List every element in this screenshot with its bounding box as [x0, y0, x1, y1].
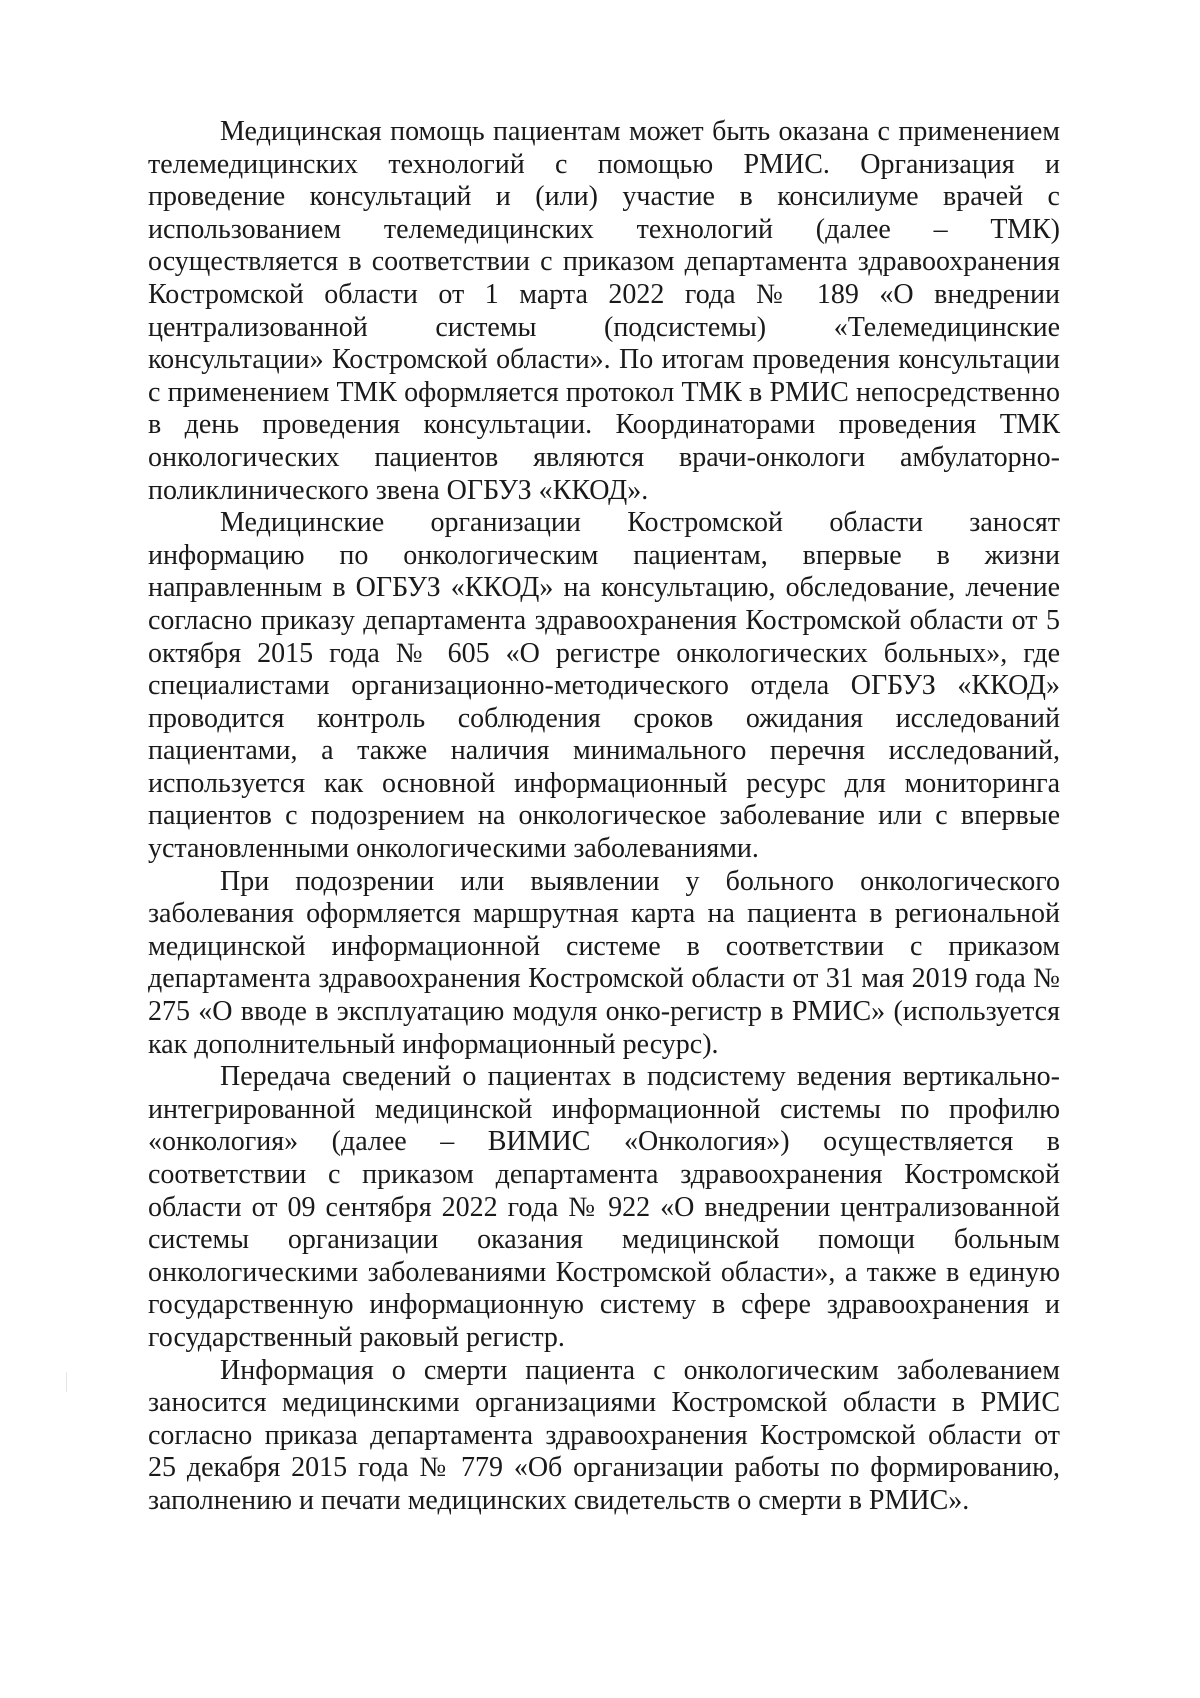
- scan-margin-mark: [66, 1372, 67, 1392]
- document-body: [148, 116, 1060, 1518]
- paragraph-vimis-transfer: Передача сведений о пациентах в подсистему ведения вертикально-интегрированной медицинской информационной системы по профилю «онкология» (далее – ВИМИС «Онкология») осуществляется в соответствии с приказом департамента здравоохранения Костромской области от 09 сентября 2022 года № 922 «О внедрении централизованной системы организации оказания медицинской помощи больным онкологическими заболеваниями Костромской области», а также в единую государственную информационную систему в сфере здравоохранения и государственный раковый регистр.: [148, 1061, 1060, 1353]
- paragraph-route-map: При подозрении или выявлении у больного онкологического заболевания оформляется маршрутная карта на пациента в региональной медицинской информационной системе в соответствии с приказом департамента здравоохранения Костромской области от 31 мая 2019 года № 275 «О вводе в эксплуатацию модуля онко-регистр в РМИС» (используется как дополнительный информационный ресурс).: [148, 865, 1060, 1060]
- paragraph-oncology-register: Медицинские организации Костромской области заносят информацию по онкологическим пациентам, впервые в жизни направленным в ОГБУЗ «ККОД» на консультацию, обследование, лечение согласно приказу департамента здравоохранения Костромской области от 5 октября 2015 года № 605 «О регистре онкологических больных», где специалистами организационно-методического отдела ОГБУЗ «ККОД» проводится контроль соблюдения сроков ожидания исследований пациентами, а также наличия минимального перечня исследований, используется как основной информационный ресурс для мониторинга пациентов с подозрением на онкологическое заболевание или с впервые установленными онкологическими заболеваниями.: [148, 507, 1060, 865]
- paragraph-death-records: Информация о смерти пациента с онкологическим заболеванием заносится медицинскими организациями Костромской области в РМИС согласно приказа департамента здравоохранения Костромской области от 25 декабря 2015 года № 779 «Об организации работы по формированию, заполнению и печати медицинских свидетельств о смерти в РМИС».: [148, 1354, 1060, 1516]
- paragraph-telemedicine: Медицинская помощь пациентам может быть оказана с применением телемедицинских технологий с помощью РМИС. Организация и проведение консультаций и (или) участие в консилиуме врачей с использованием телемедицинских технологий (далее – ТМК) осуществляется в соответствии с приказом департамента здравоохранения Костромской области от 1 марта 2022 года № 189 «О внедрении централизованной системы (подсистемы) «Телемедицинские консультации» Костромской области». По итогам проведения консультации с применением ТМК оформляется протокол ТМК в РМИС непосредственно в день проведения консультации. Координаторами проведения ТМК онкологических пациентов являются врачи-онкологи амбулаторно-поликлинического звена ОГБУЗ «ККОД».: [148, 116, 1060, 506]
